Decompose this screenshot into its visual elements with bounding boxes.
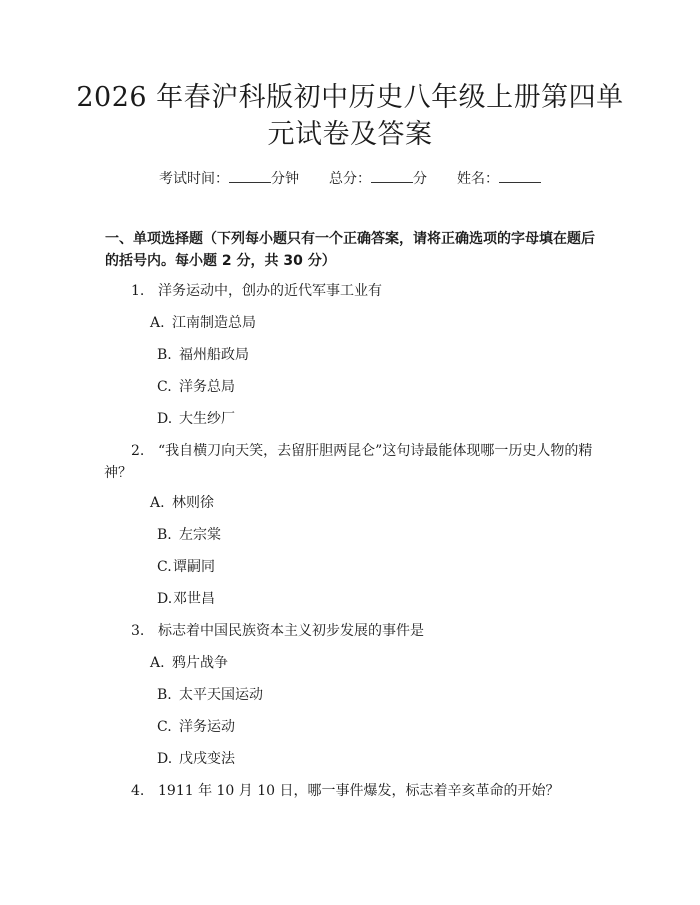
option-text: 谭嗣同 bbox=[173, 559, 215, 575]
option-text: 洋务运动 bbox=[179, 719, 235, 735]
time-blank bbox=[229, 168, 271, 183]
question-1 bbox=[131, 281, 382, 301]
q3-option-c bbox=[157, 717, 235, 737]
option-label: B. bbox=[157, 687, 172, 703]
q1-option-d bbox=[157, 409, 235, 429]
exam-title-line-1: 2026 年春沪科版初中历史八年级上册第四单 bbox=[76, 82, 624, 113]
time-label: 考试时间： bbox=[159, 171, 229, 187]
option-label: A. bbox=[150, 495, 165, 511]
question-number: 1. bbox=[131, 283, 145, 299]
option-text: 太平天国运动 bbox=[179, 687, 263, 703]
question-2-continuation: 神？ bbox=[104, 465, 132, 481]
option-text: 江南制造总局 bbox=[172, 315, 256, 331]
option-label: D. bbox=[157, 591, 173, 607]
option-text: 洋务总局 bbox=[179, 379, 235, 395]
score-unit: 分 bbox=[413, 171, 427, 187]
q2-option-d bbox=[157, 589, 215, 609]
exam-meta-row bbox=[0, 168, 700, 189]
q3-option-d bbox=[157, 749, 235, 769]
option-label: A. bbox=[150, 655, 165, 671]
q2-option-c bbox=[157, 557, 215, 577]
option-label: B. bbox=[157, 527, 172, 543]
option-text: 戊戌变法 bbox=[179, 751, 235, 767]
option-text: 福州船政局 bbox=[179, 347, 249, 363]
option-label: B. bbox=[157, 347, 172, 363]
score-blank bbox=[371, 168, 413, 183]
exam-title-line-2: 元试卷及答案 bbox=[267, 119, 433, 150]
option-label: A. bbox=[150, 315, 165, 331]
question-number: 4. bbox=[131, 783, 145, 799]
q1-option-a bbox=[150, 313, 256, 333]
option-text: 邓世昌 bbox=[173, 591, 215, 607]
option-label: D. bbox=[157, 751, 173, 767]
q2-option-b bbox=[157, 525, 221, 545]
q1-option-c bbox=[157, 377, 235, 397]
question-text: “我自横刀向天笑，去留肝胆两昆仑”这句诗最能体现哪一历史人物的精 bbox=[158, 443, 593, 459]
time-unit: 分钟 bbox=[271, 171, 299, 187]
option-label: C. bbox=[157, 719, 172, 735]
question-text: 1911 年 10 月 10 日，哪一事件爆发，标志着辛亥革命的开始？ bbox=[158, 783, 560, 799]
name-label: 姓名： bbox=[457, 171, 499, 187]
section-heading-line-2: 的括号内。每小题 2 分，共 30 分） bbox=[105, 253, 336, 269]
option-label: C. bbox=[157, 379, 172, 395]
q2-option-a bbox=[150, 493, 214, 513]
option-label: D. bbox=[157, 411, 173, 427]
score-label: 总分： bbox=[329, 171, 371, 187]
option-text: 鸦片战争 bbox=[172, 655, 228, 671]
question-3 bbox=[131, 621, 424, 641]
option-text: 林则徐 bbox=[172, 495, 214, 511]
question-number: 3. bbox=[131, 623, 145, 639]
question-4 bbox=[131, 781, 560, 801]
option-text: 左宗棠 bbox=[179, 527, 221, 543]
question-number: 2. bbox=[131, 443, 145, 459]
question-text: 洋务运动中，创办的近代军事工业有 bbox=[158, 283, 382, 299]
name-blank bbox=[499, 168, 541, 183]
option-text: 大生纱厂 bbox=[179, 411, 235, 427]
question-2 bbox=[131, 441, 592, 461]
question-text: 标志着中国民族资本主义初步发展的事件是 bbox=[158, 623, 424, 639]
option-label: C. bbox=[157, 559, 172, 575]
q3-option-a bbox=[150, 653, 228, 673]
section-heading-line-1: 一、单项选择题（下列每小题只有一个正确答案，请将正确选项的字母填在题后 bbox=[105, 231, 595, 247]
q3-option-b bbox=[157, 685, 263, 705]
q1-option-b bbox=[157, 345, 249, 365]
